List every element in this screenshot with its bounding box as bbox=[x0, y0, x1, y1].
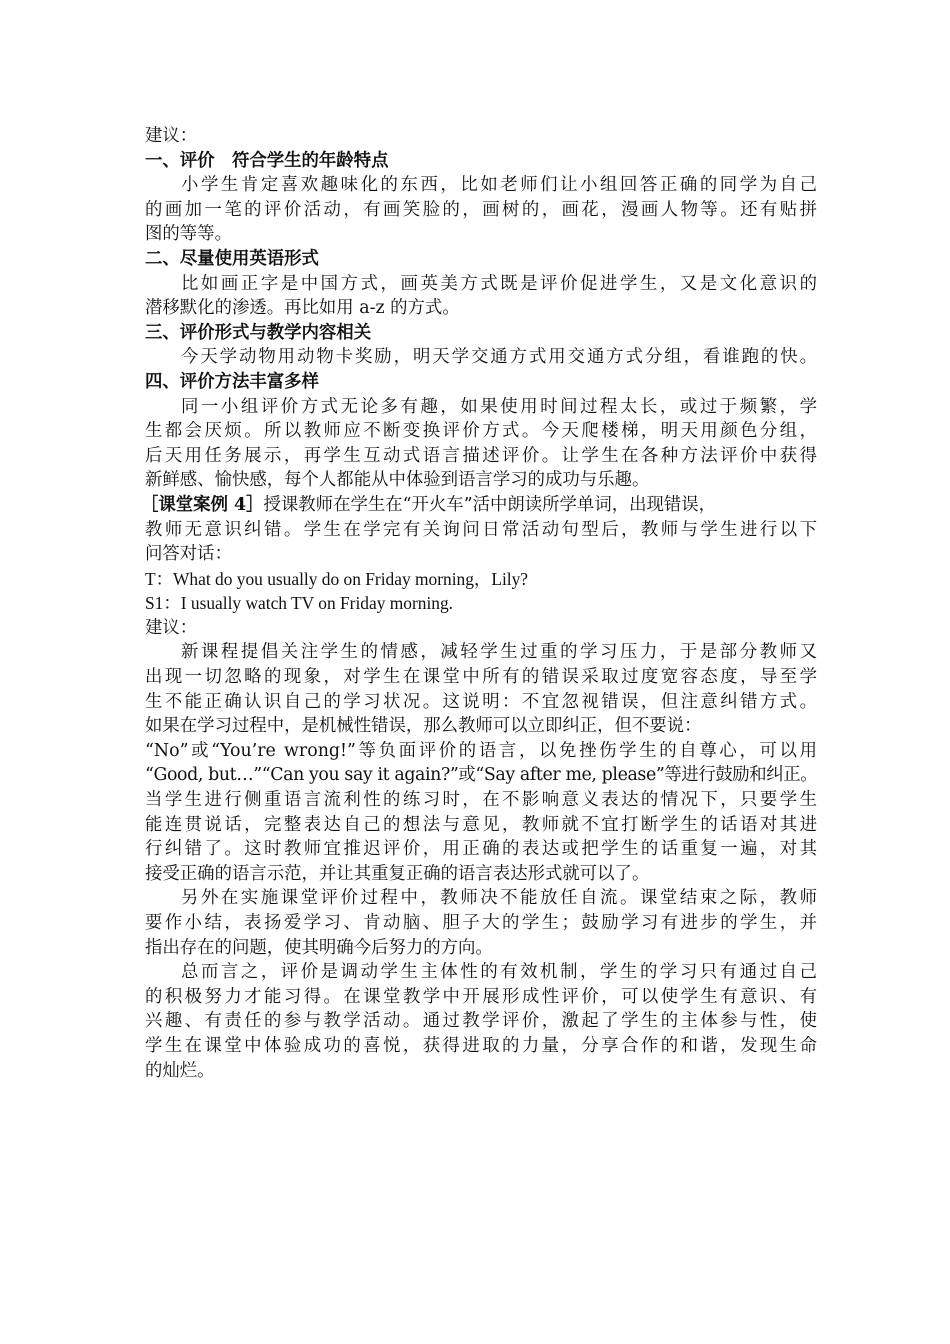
section-heading: 三、评价形式与教学内容相关 bbox=[145, 322, 372, 343]
case-label: ［课堂案例 4］ bbox=[141, 494, 264, 515]
text-line: 比如画正字是中国方式，画英美方式既是评价促进学生，又是文化意识的 bbox=[181, 273, 817, 294]
text-line: 兴趣、有责任的参与教学活动。通过教学评价，激起了学生的主体参与性，使 bbox=[145, 1011, 817, 1032]
text-line: 小学生肯定喜欢趣味化的东西，比如老师们让小组回答正确的同学为自己 bbox=[181, 175, 817, 196]
text-line: 生都会厌烦。所以教师应不断变换评价方式。今天爬楼梯，明天用颜色分组， bbox=[145, 421, 817, 442]
text-line: 的画加一笔的评价活动，有画笑脸的，画树的，画花，漫画人物等。还有贴拼 bbox=[145, 199, 817, 220]
section-heading: 四、评价方法丰富多样 bbox=[145, 371, 319, 392]
text-line: 教师无意识纠错。学生在学完有关询问日常活动句型后，教师与学生进行以下 bbox=[145, 519, 817, 540]
text-line: 学生在课堂中体验成功的喜悦，获得进取的力量，分享合作的和谐，发现生命 bbox=[145, 1035, 817, 1056]
text-line: 出现一切忽略的现象，对学生在课堂中所有的错误采取过度宽容态度，导至学 bbox=[145, 667, 817, 688]
text-line: 图的等等。 bbox=[145, 224, 232, 245]
text-line: 指出存在的问题，使其明确今后努力的方向。 bbox=[145, 937, 493, 958]
section-heading: 二、尽量使用英语形式 bbox=[145, 248, 319, 269]
text-line: 的灿烂。 bbox=[145, 1060, 215, 1081]
text-line: 新鲜感、愉快感，每个人都能从中体验到语言学习的成功与乐趣。 bbox=[145, 470, 650, 491]
case-text: 授课教师在学生在“开火车”活中朗读所学单词，出现错误， bbox=[263, 494, 717, 515]
text-line: 生不能正确认识自己的学习状况。这说明：不宜忽视错误，但注意纠错方式。 bbox=[145, 691, 817, 712]
dialogue-line-student: S1：I usually watch TV on Friday morning. bbox=[145, 593, 454, 614]
text-line: “Good, but…”“Can you say it again?”或“Say after me, please”等进行鼓励和纠正。 bbox=[145, 765, 818, 786]
text-line: 建议： bbox=[145, 126, 198, 146]
text-line: 另外在实施课堂评价过程中，教师决不能放任自流。课堂结束之际，教师 bbox=[181, 888, 817, 909]
text-line: 问答对话： bbox=[145, 544, 232, 565]
text-line: 总而言之，评价是调动学生主体性的有效机制，学生的学习只有通过自己 bbox=[181, 962, 817, 983]
text-line: 建议： bbox=[145, 617, 198, 638]
case-line bbox=[141, 493, 817, 518]
text-line: 今天学动物用动物卡奖励，明天学交通方式用交通方式分组，看谁跑的快。 bbox=[181, 347, 817, 368]
text-line: 要作小结，表扬爱学习、肯动脑、胆子大的学生；鼓励学习有进步的学生，并 bbox=[145, 913, 817, 933]
text-line: 当学生进行侧重语言流利性的练习时，在不影响意义表达的情况下，只要学生 bbox=[145, 790, 817, 811]
text-line: 后天用任务展示，再学生互动式语言描述评价。让学生在各种方法评价中获得 bbox=[145, 445, 817, 466]
text-line: 潜移默化的渗透。再比如用 a-z 的方式。 bbox=[145, 298, 460, 319]
text-line: 同一小组评价方式无论多有趣，如果使用时间过程太长，或过于频繁，学 bbox=[181, 396, 817, 417]
document-body bbox=[141, 124, 818, 1083]
text-line: 新课程提倡关注学生的情感，减轻学生过重的学习压力，于是部分教师又 bbox=[181, 642, 817, 663]
text-line: 接受正确的语言示范，并让其重复正确的语言表达形式就可以了。 bbox=[145, 863, 650, 884]
dialogue-line-teacher: T：What do you usually do on Friday morning，Lily? bbox=[145, 568, 529, 589]
section-heading: 一、评价 符合学生的年龄特点 bbox=[145, 150, 389, 171]
text-line: 行纠错了。这时教师宜推迟评价，用正确的表达或把学生的话重复一遍，对其 bbox=[145, 839, 817, 860]
text-line: “No”或“You’re wrong!”等负面评价的语言，以免挫伤学生的自尊心，可以用 bbox=[145, 740, 817, 761]
text-line: 能连贯说话，完整表达自己的想法与意见，教师就不宜打断学生的话语对其进 bbox=[145, 814, 817, 835]
text-line: 如果在学习过程中，是机械性错误，那么教师可以立即纠正，但不要说： bbox=[145, 716, 702, 737]
text-line: 的积极努力才能习得。在课堂教学中开展形成性评价，可以使学生有意识、有 bbox=[145, 986, 817, 1007]
